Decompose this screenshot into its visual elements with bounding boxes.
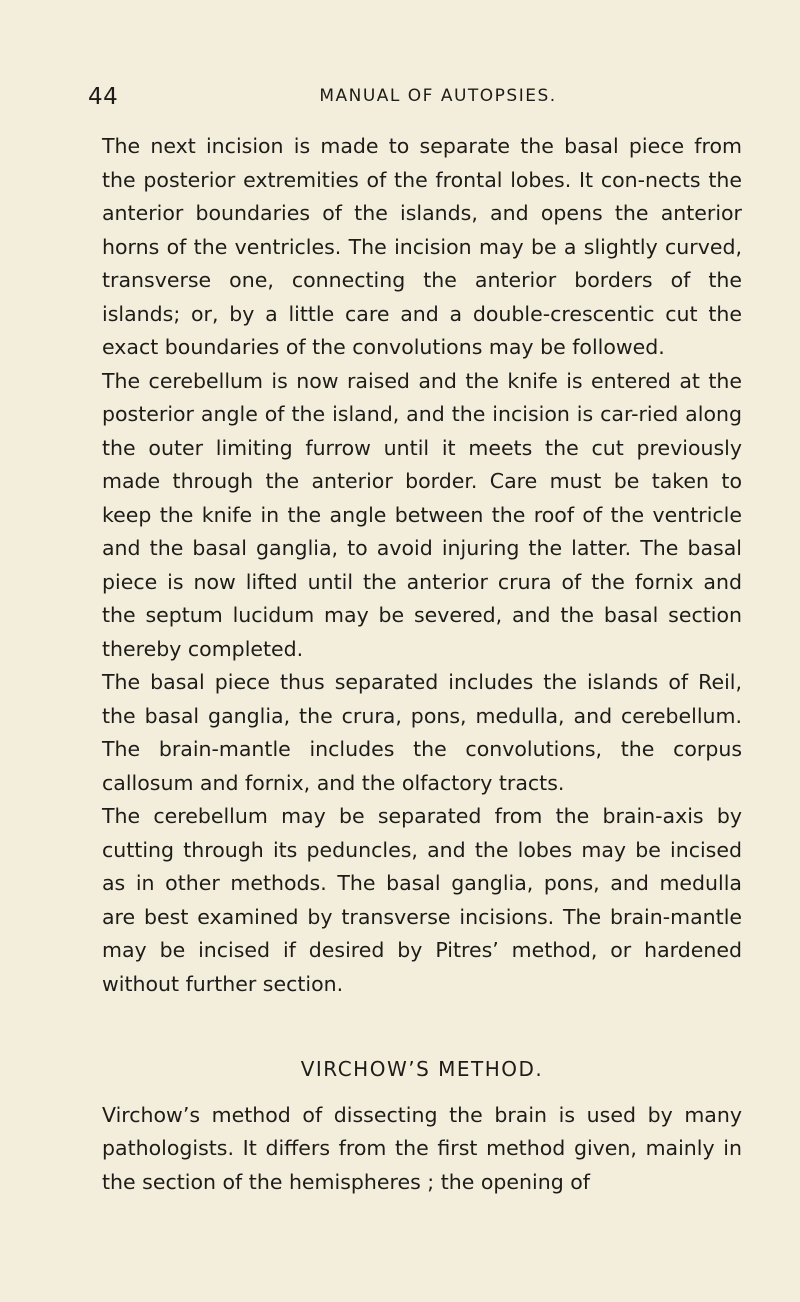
body-text: [102, 130, 742, 1199]
paragraph-virchow-method: Virchow’s method of dissecting the brain is used by many pathologists. It differs from the first method given, mainly in the section of the hemispheres ; the opening of: [102, 1102, 742, 1194]
paragraph-cerebellum-raised: The cerebellum is now raised and the knife is entered at the posterior angle of the island, and the incision is car-ried along the outer limiting furrow until it meets the cut previously made through the anterior border. Care must be taken to keep the knife in the angle between the roof of the ventricle and the basal ganglia, to avoid injuring the latter. The basal piece is now lifted until the anterior crura of the fornix and the septum lucidum may be severed, and the basal section thereby completed.: [102, 368, 742, 661]
book-title: MANUAL OF AUTOPSIES.: [319, 86, 557, 106]
paragraph-cerebellum-separation: The cerebellum may be separated from the brain-axis by cutting through its peduncles, and the lobes may be incised as in other methods. The basal ganglia, pons, and medulla are best examined by transverse incisions. The brain-mantle may be incised if desired by Pitres’ method, or hardened without further section.: [102, 804, 742, 996]
paragraph-basal-piece-incision: The next incision is made to separate the basal piece from the posterior extremities of the frontal lobes. It con-nects the anterior boundaries of the islands, and opens the anterior horns of the ventricles. The incision may be a slightly curved, transverse one, connecting the anterior borders of the islands; or, by a little care and a double-crescentic cut the exact boundaries of the convolutions may be followed.: [102, 134, 742, 359]
paragraph-basal-piece-contents: The basal piece thus separated includes the islands of Reil, the basal ganglia, the crura, pons, medulla, and cerebellum. The brain-mantle includes the convolutions, the corpus callosum and fornix, and the olfactory tracts.: [102, 670, 742, 795]
page-number: 44: [88, 84, 119, 110]
running-head: [88, 84, 748, 114]
section-heading: VIRCHOW’S METHOD.: [300, 1057, 544, 1081]
